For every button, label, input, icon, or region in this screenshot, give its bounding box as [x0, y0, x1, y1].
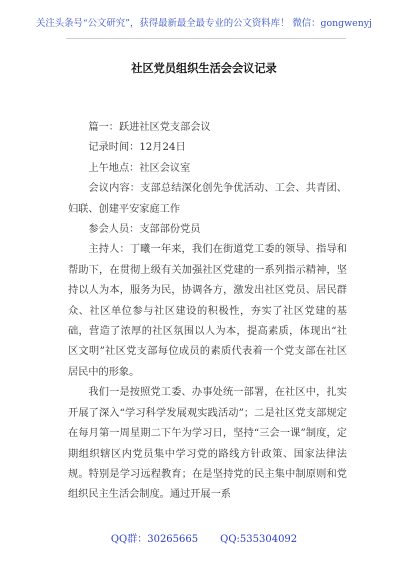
- footer-contact: [0, 533, 408, 546]
- paragraph-meeting-content: 会议内容：支部总结深化创先争优活动、工会、共青团、妇联、创建平安家庭工作: [68, 183, 347, 215]
- document-title: 社区党员组织生活会会议记录: [131, 62, 277, 75]
- header-divider: [66, 38, 346, 39]
- footer-qq-group: QQ群：30265665: [110, 534, 199, 545]
- paragraph-study-activities: 我们一是按照党工委、办事处统一部署，在社区中，扎实开展了深入“学习科学发展观实践活动”；二是社区党支部规定在每月第一周星期二下午为学习日，坚持“三会一课”制度，定期组织辖区内党员集中学习党的路线方针政策、国家法律法规。特别是学习远程教育；在是坚持党的民主集中制原则和党组织民主生活会制度。通过开展一系: [68, 387, 347, 501]
- footer-qq: QQ:535304092: [220, 534, 298, 545]
- paragraph-record-time: 记录时间：12月24日: [88, 142, 186, 154]
- header-promo-note: 关注头条号“公文研究”，获得最新最全最专业的公文资料库！ 微信：gongwenyj: [36, 18, 372, 29]
- document-body: [68, 118, 347, 506]
- paragraph-section-heading: 篇一：跃进社区党支部会议: [88, 122, 211, 133]
- paragraph-host-remarks: 主持人：丁曦一年来，我们在街道党工委的领导、指导和帮助下，在贯彻上级有关加强社区党建的一系列指示精神，坚持以人为本，服务为民，协调各方，激发出社区党员、居民群众、社区单位参与社区建设的积极性，夯实了社区党建的基础，营造了浓厚的社区氛围以人为本，提高素质，体现出“社区文明”社区党支部每位成员的素质代表着一个党支部在社区居民中的形象。: [68, 244, 347, 378]
- paragraph-attendees: 参会人员：支部部份党员: [88, 224, 201, 236]
- paragraph-location: 上午地点：社区会议室: [88, 162, 191, 174]
